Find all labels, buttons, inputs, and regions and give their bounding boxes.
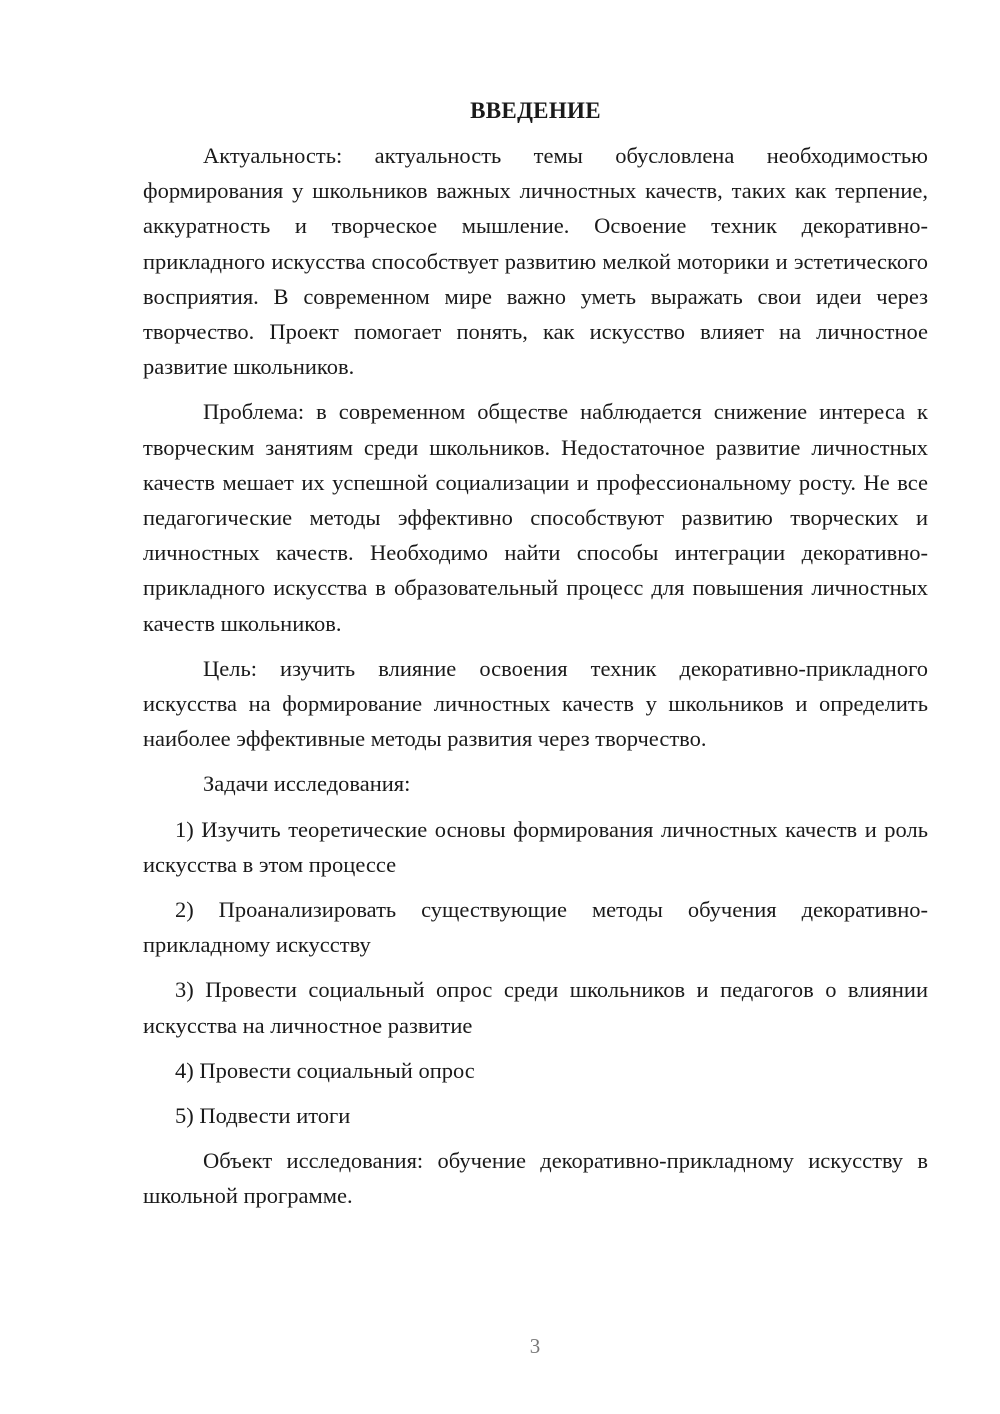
document-page: [143, 96, 928, 1224]
task-item-2: 2) Проанализировать существующие методы обучения декоративно-прикладному искусству: [143, 897, 928, 958]
task-item-4: 4) Провести социальный опрос: [175, 1057, 475, 1083]
task-item-1: 1) Изучить теоретические основы формирования личностных качеств и роль искусства в этом процессе: [143, 816, 928, 877]
page-title: ВВЕДЕНИЕ: [470, 98, 601, 123]
research-object-paragraph: Объект исследования: обучение декоративно-прикладному искусству в школьной программе.: [143, 1148, 928, 1209]
page-number: 3: [529, 1334, 541, 1358]
tasks-heading: Задачи исследования:: [203, 771, 411, 797]
relevance-paragraph: Актуальность: актуальность темы обусловлена необходимостью формирования у школьников важных личностных качеств, таких как терпение, аккуратность и творческое мышление. Освоение техник декоративно-прикладного искусства способствует развитию мелкой моторики и эстетического восприятия. В современном мире важно уметь выражать свои идеи через творчество. Проект помогает понять, как искусство влияет на личностное развитие школьников.: [143, 143, 928, 380]
task-item-5: 5) Подвести итоги: [175, 1103, 351, 1129]
problem-paragraph: Проблема: в современном обществе наблюдается снижение интереса к творческим занятиям среди школьников. Недостаточное развитие личностных качеств мешает их успешной социализации и профессиональному росту. Не все педагогические методы эффективно способствуют развитию творческих и личностных качеств. Необходимо найти способы интеграции декоративно-прикладного искусства в образовательный процесс для повышения личностных качеств школьников.: [143, 399, 928, 636]
task-item-3: 3) Провести социальный опрос среди школьников и педагогов о влиянии искусства на личностное развитие: [143, 977, 928, 1038]
goal-paragraph: Цель: изучить влияние освоения техник декоративно-прикладного искусства на формирование личностных качеств у школьников и определить наиболее эффективные методы развития через творчество.: [143, 655, 928, 752]
